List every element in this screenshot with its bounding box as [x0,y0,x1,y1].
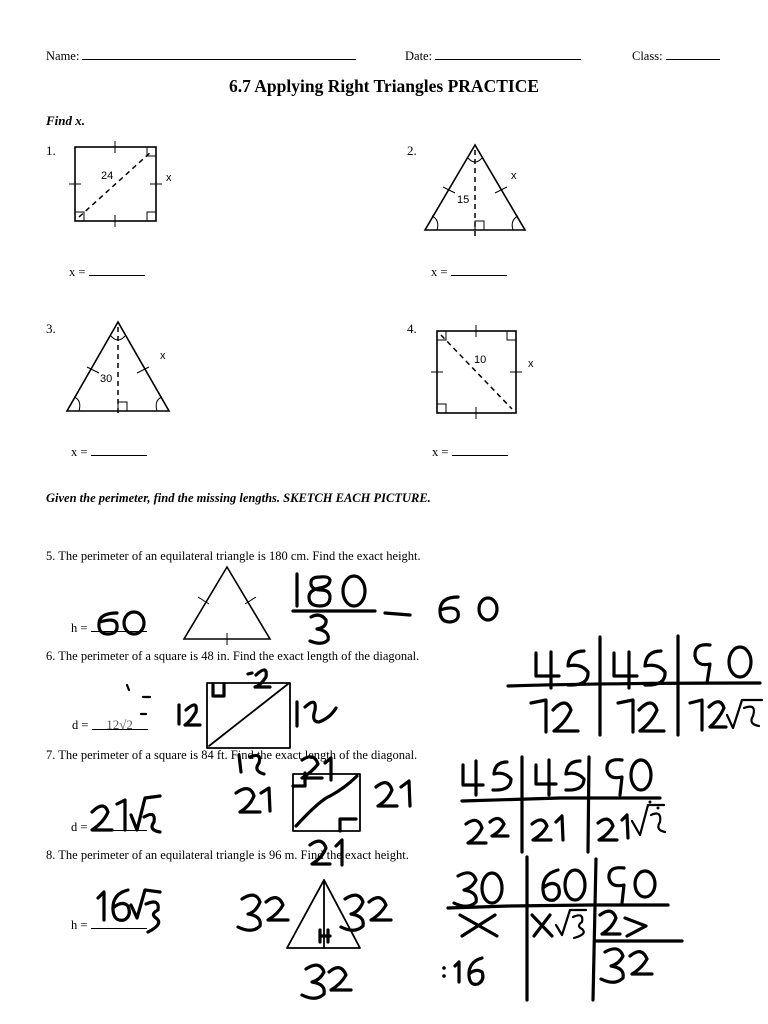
answer-label: x = [71,445,88,459]
answer-label: x = [432,445,449,459]
problem-6-text: 6. The perimeter of a square is 48 in. Find the exact length of the diagonal. [46,649,420,663]
answer-label: x = [431,265,448,279]
problem-8-text: 8. The perimeter of an equilateral triangle is 96 m. Find the exact height. [46,848,409,862]
problem-1-unknown: x [166,172,172,184]
name-label: Name: [46,49,80,63]
problem-4-unknown: x [528,358,534,370]
problem-4-given: 10 [474,354,487,366]
answer-label: d = [72,718,89,732]
section2-instruction: Given the perimeter, find the missing lengths. SKETCH EACH PICTURE. [46,491,431,505]
p8-table-ink [442,857,682,1000]
problem-3-unknown: x [160,350,166,362]
problem-1-number: 1. [46,143,56,158]
problem-4-number: 4. [407,321,417,336]
problem-3-given: 30 [100,373,113,385]
section1-instruction: Find x. [46,113,86,128]
p7-table-ink [462,757,665,852]
p5-answer-ink [99,612,144,634]
answer-label: d = [71,820,88,834]
page-title: 6.7 Applying Right Triangles PRACTICE [228,76,540,96]
date-label: Date: [405,49,433,63]
problem-7-text: 7. The perimeter of a square is 84 ft. Find the exact length of the diagonal. [46,748,418,762]
problem-2-number: 2. [407,143,417,158]
answer-label: h = [71,621,88,635]
answer-label: h = [71,918,88,932]
answer-label: x = [69,265,86,279]
p5-work-ink [293,574,497,643]
problem-3-number: 3. [46,321,56,336]
problem-1-given: 24 [101,170,114,182]
p6-table-ink [508,636,762,735]
problem-2-unknown: x [511,170,517,182]
problem-2-given: 15 [457,194,470,206]
p8-answer-ink [98,890,160,932]
answer-blank[interactable]: 12√2 [92,717,148,730]
p7-answer-ink [92,796,160,832]
p8-sketch-ink [238,880,391,998]
class-label: Class: [632,49,663,63]
problem-5-text: 5. The perimeter of an equilateral triangle is 180 cm. Find the exact height. [46,549,421,563]
